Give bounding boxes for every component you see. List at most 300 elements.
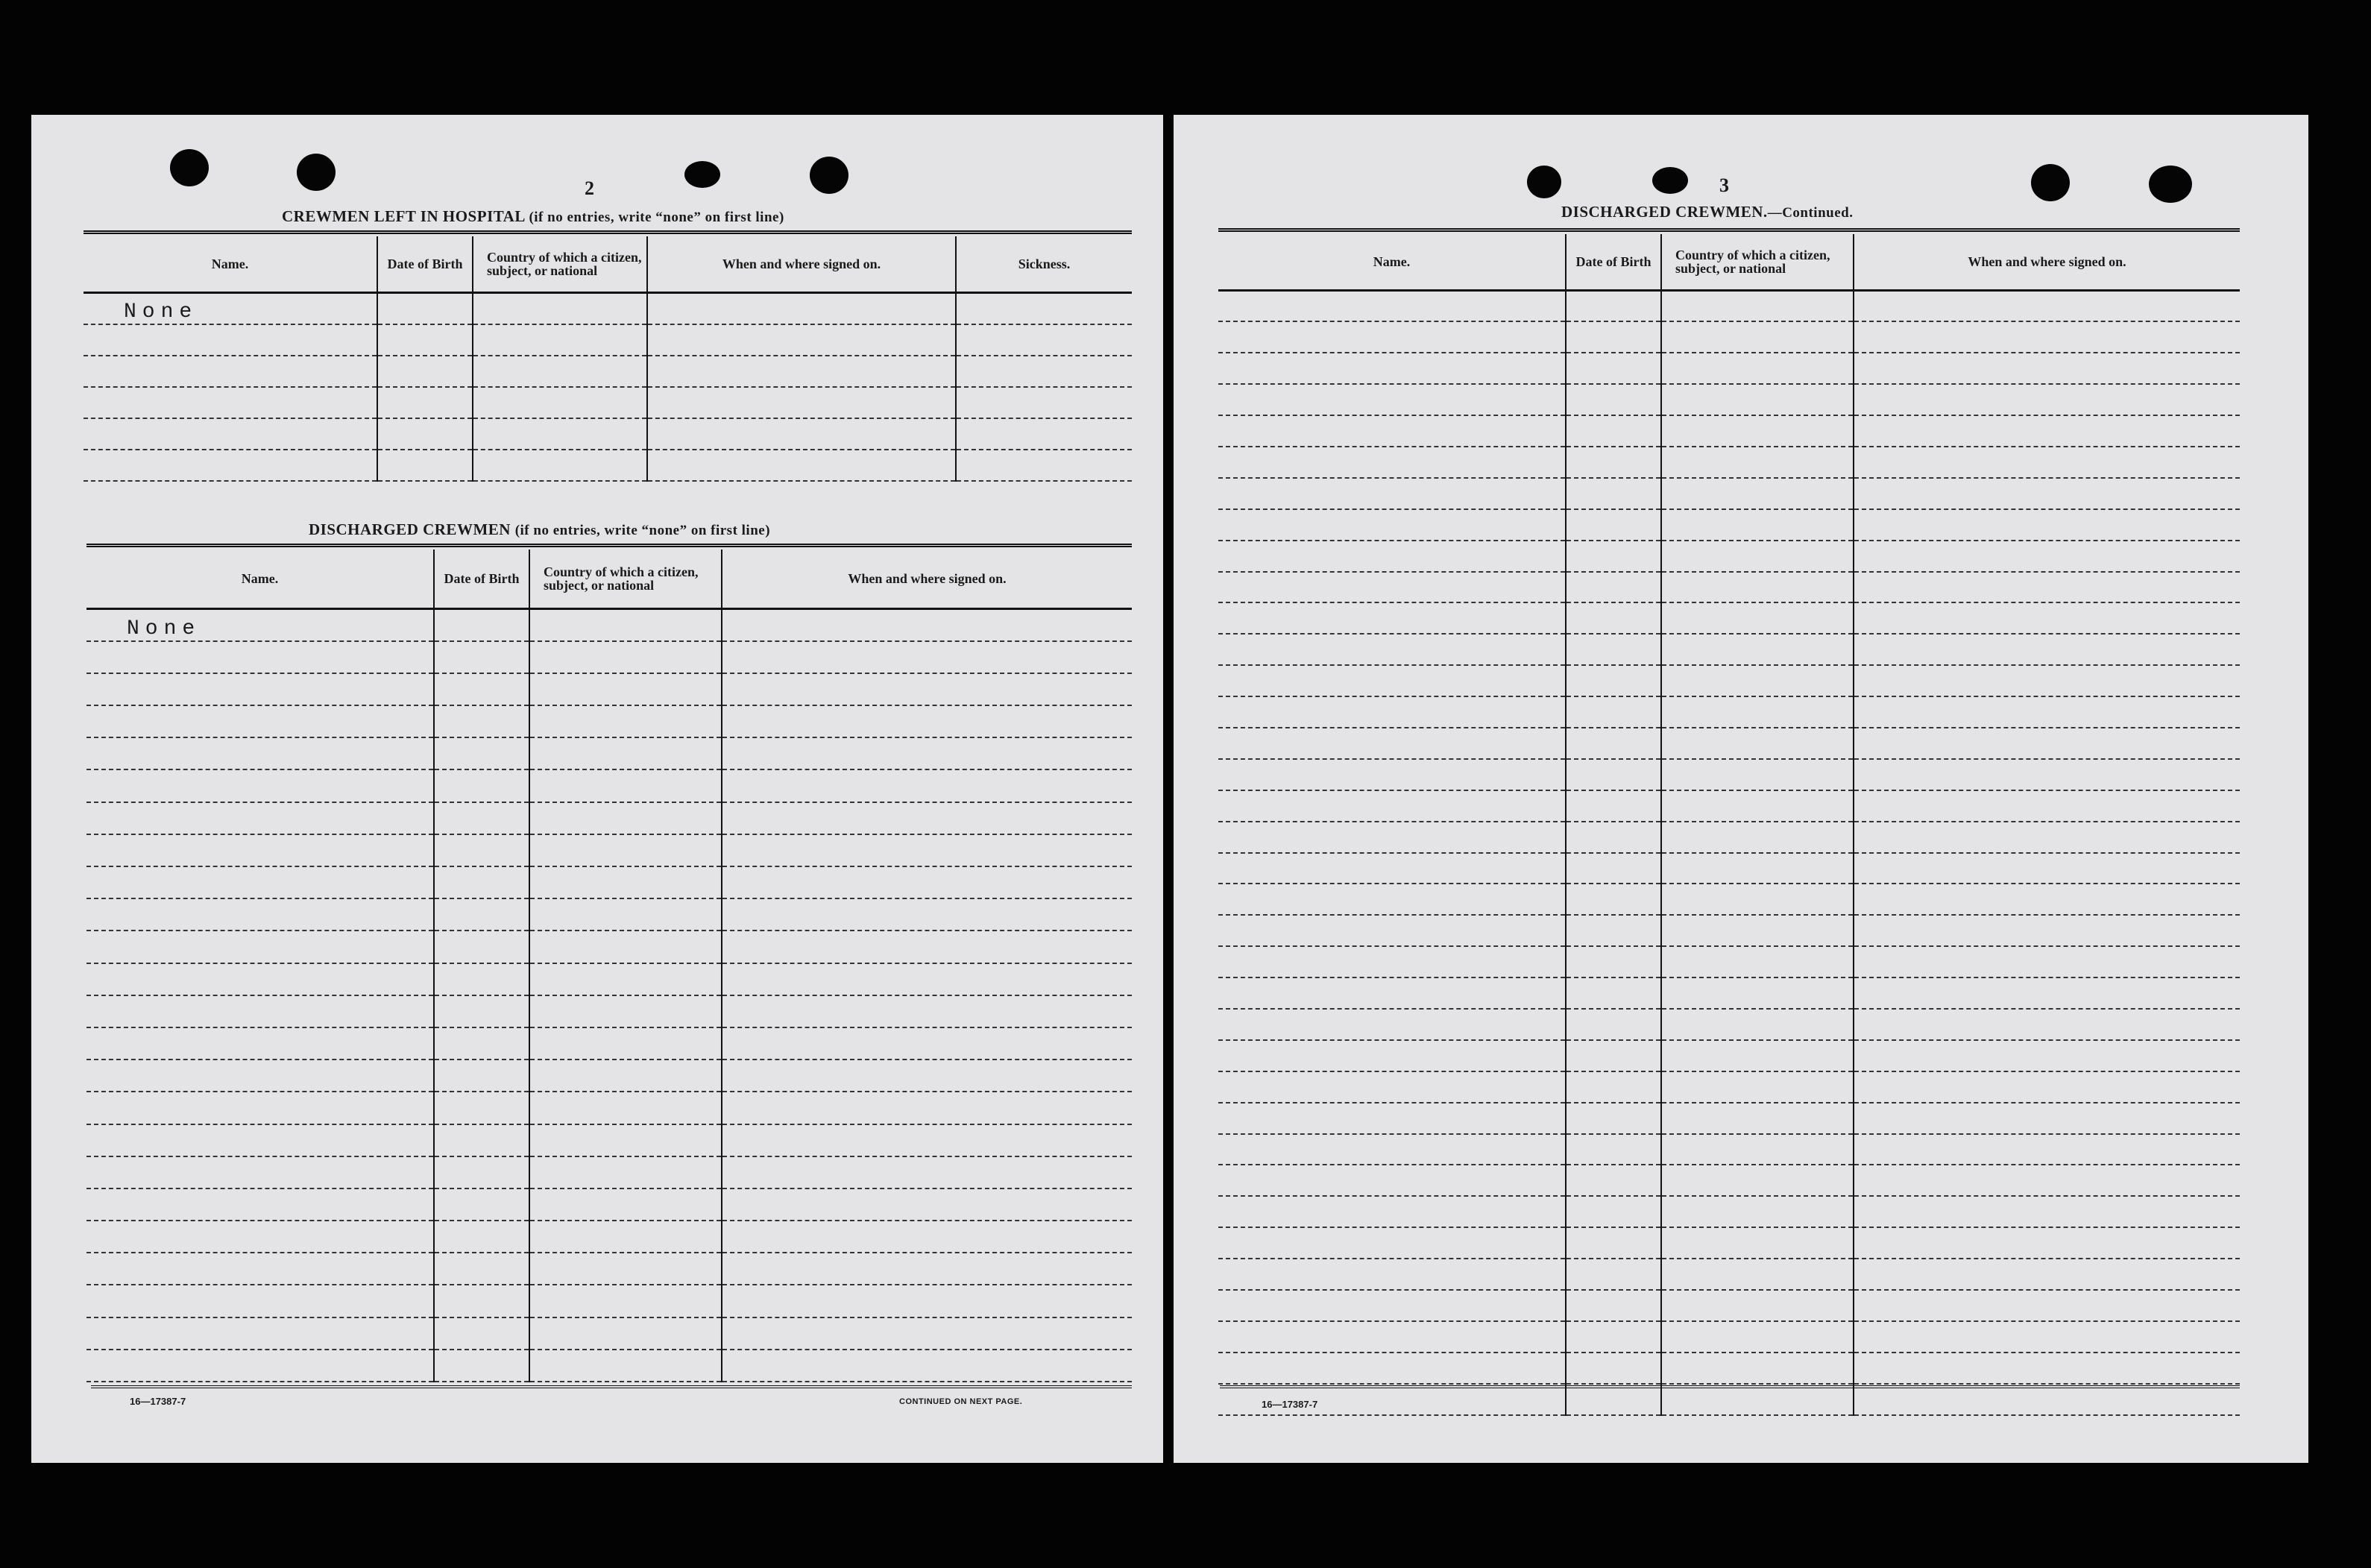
- table-row: [1218, 291, 2240, 322]
- table-cell: [1854, 291, 2240, 322]
- page-number: 2: [585, 177, 594, 199]
- table-row: [1218, 478, 2240, 509]
- table-cell: [1566, 541, 1661, 572]
- column-header: When and where signed on.: [722, 550, 1132, 609]
- table-cell: [84, 324, 377, 356]
- table-cell: [1854, 915, 2240, 946]
- table-row: [86, 1059, 1132, 1092]
- table-cell: [473, 324, 647, 356]
- form-table: [84, 236, 1132, 482]
- table-cell: [1661, 1134, 1854, 1165]
- table-cell: [722, 609, 1132, 641]
- table-row: [86, 1253, 1132, 1285]
- table-row: [86, 673, 1132, 705]
- table-row: [1218, 1290, 2240, 1321]
- table-row: [1218, 602, 2240, 634]
- hospital-subtitle-text: (if no entries, write “none” on first line): [529, 210, 784, 225]
- table-cell: [722, 1253, 1132, 1285]
- table-row: [86, 1092, 1132, 1124]
- table-cell: [1566, 1134, 1661, 1165]
- table-cell: [1854, 634, 2240, 665]
- table-cell: [1566, 478, 1661, 509]
- punch-hole: [684, 161, 720, 188]
- table-cell: [1566, 884, 1661, 915]
- table-cell: [647, 450, 956, 481]
- table-cell: [1854, 478, 2240, 509]
- table-cell: [1854, 1134, 2240, 1165]
- table-row: [1218, 572, 2240, 603]
- table-row: [1218, 1134, 2240, 1165]
- table-cell: [1218, 509, 1566, 541]
- table-row: [1218, 1196, 2240, 1227]
- table-cell: [377, 387, 473, 418]
- table-cell: [1661, 353, 1854, 384]
- table-cell: [1566, 321, 1661, 353]
- table-cell: [529, 1124, 722, 1156]
- table-cell: [434, 802, 529, 834]
- table-cell: [1661, 1353, 1854, 1384]
- table-cell: None: [86, 609, 434, 641]
- table-cell: [722, 737, 1132, 769]
- table-cell: [434, 737, 529, 769]
- table-cell: [1218, 291, 1566, 322]
- table-cell: [1661, 790, 1854, 822]
- table-cell: [722, 1027, 1132, 1059]
- continued-note: CONTINUED ON NEXT PAGE.: [899, 1397, 1023, 1406]
- table-cell: [434, 866, 529, 898]
- table-cell: [473, 293, 647, 324]
- table-row: [1218, 634, 2240, 665]
- table-cell: [1566, 790, 1661, 822]
- discharged-subtitle-text: (if no entries, write “none” on first line): [514, 523, 771, 538]
- table-cell: [1566, 1290, 1661, 1321]
- table-cell: [722, 931, 1132, 963]
- table-cell: [1854, 353, 2240, 384]
- table-cell: [1218, 321, 1566, 353]
- table-cell: [1661, 1009, 1854, 1040]
- table-cell: [1218, 353, 1566, 384]
- table-cell: [1218, 728, 1566, 759]
- table-cell: [1218, 1134, 1566, 1165]
- hospital-title-text: CREWMEN LEFT IN HOSPITAL: [282, 207, 525, 225]
- table-cell: [1566, 1009, 1661, 1040]
- table-cell: [1566, 384, 1661, 415]
- table-cell: [434, 1156, 529, 1188]
- table-row: [84, 293, 1132, 324]
- table-cell: [84, 356, 377, 387]
- table-row: [1218, 1259, 2240, 1290]
- table-row: [1218, 790, 2240, 822]
- table-cell: [722, 834, 1132, 866]
- table-cell: [529, 1027, 722, 1059]
- table-cell: [722, 802, 1132, 834]
- table-cell: [529, 1317, 722, 1350]
- table-cell: [529, 963, 722, 995]
- table-row: [86, 834, 1132, 866]
- punch-hole: [170, 149, 209, 186]
- column-header: Country of which a citizen, subject, or national: [1661, 234, 1854, 291]
- table-cell: [473, 450, 647, 481]
- table-row: [86, 898, 1132, 931]
- table-cell: [1661, 509, 1854, 541]
- table-cell: [1854, 853, 2240, 884]
- table-cell: [1218, 884, 1566, 915]
- table-cell: [1218, 1040, 1566, 1071]
- table-cell: [956, 324, 1132, 356]
- column-header: Country of which a citizen, subject, or national: [473, 236, 647, 293]
- table-row: [86, 1317, 1132, 1350]
- table-cell: [722, 1317, 1132, 1350]
- table-cell: [434, 1027, 529, 1059]
- punch-hole: [1652, 167, 1688, 194]
- table-cell: [1218, 384, 1566, 415]
- table-cell: [1854, 696, 2240, 728]
- table-cell: [1854, 447, 2240, 478]
- table-cell: [86, 834, 434, 866]
- table-row: [1218, 1009, 2240, 1040]
- discharged-table: [86, 550, 1132, 1382]
- table-row: [1218, 1103, 2240, 1134]
- table-row: [1218, 759, 2240, 790]
- table-row: [86, 931, 1132, 963]
- table-row: [86, 1027, 1132, 1059]
- table-cell: [1218, 634, 1566, 665]
- table-cell: [1218, 665, 1566, 696]
- table-cell: [473, 387, 647, 418]
- table-cell: [1218, 1196, 1566, 1227]
- table-cell: [1854, 665, 2240, 696]
- table-cell: [1661, 1165, 1854, 1196]
- table-cell: [377, 450, 473, 481]
- table-cell: [722, 705, 1132, 737]
- discharged-continued-title-text: DISCHARGED CREWMEN.: [1561, 203, 1768, 221]
- table-cell: [1566, 915, 1661, 946]
- table-cell: [1854, 415, 2240, 447]
- table-cell: [434, 641, 529, 673]
- table-cell: [1854, 1321, 2240, 1353]
- table-cell: [1218, 1353, 1566, 1384]
- table-cell: [1661, 1071, 1854, 1103]
- table-cell: [1566, 1321, 1661, 1353]
- table-row: [1218, 696, 2240, 728]
- table-cell: [722, 1059, 1132, 1092]
- table-cell: [1566, 602, 1661, 634]
- hospital-table: [84, 236, 1132, 482]
- table-cell: [1218, 696, 1566, 728]
- table-cell: [434, 1317, 529, 1350]
- table-row: [84, 450, 1132, 481]
- column-header: When and where signed on.: [1854, 234, 2240, 291]
- table-cell: [1566, 1259, 1661, 1290]
- table-cell: [1218, 1290, 1566, 1321]
- table-cell: [722, 1092, 1132, 1124]
- punch-hole: [1527, 166, 1561, 198]
- table-cell: [1218, 1259, 1566, 1290]
- table-cell: [1661, 822, 1854, 853]
- table-cell: [1661, 634, 1854, 665]
- table-cell: [1854, 1071, 2240, 1103]
- table-cell: [1566, 1353, 1661, 1384]
- table-cell: [1661, 696, 1854, 728]
- table-cell: [1661, 572, 1854, 603]
- table-row: [86, 705, 1132, 737]
- table-row: [1218, 541, 2240, 572]
- table-cell: [1218, 1321, 1566, 1353]
- table-cell: [1661, 415, 1854, 447]
- table-cell: [1661, 1196, 1854, 1227]
- table-row: [1218, 665, 2240, 696]
- table-cell: [1661, 321, 1854, 353]
- table-cell: [434, 769, 529, 802]
- table-cell: [529, 1156, 722, 1188]
- table-cell: [1218, 853, 1566, 884]
- punch-hole: [297, 154, 336, 191]
- table-cell: [1661, 447, 1854, 478]
- table-cell: [1218, 415, 1566, 447]
- table-cell: [1661, 1227, 1854, 1259]
- table-cell: [1566, 759, 1661, 790]
- table-cell: [647, 387, 956, 418]
- table-cell: [377, 293, 473, 324]
- table-row: [1218, 1227, 2240, 1259]
- table-row: [1218, 915, 2240, 946]
- table-row: [1218, 447, 2240, 478]
- table-cell: [529, 1221, 722, 1253]
- table-row: [86, 995, 1132, 1027]
- table-cell: [956, 293, 1132, 324]
- table-cell: [722, 1188, 1132, 1221]
- table-cell: [434, 963, 529, 995]
- table-cell: [1218, 946, 1566, 977]
- table-row: [86, 769, 1132, 802]
- table-cell: [529, 641, 722, 673]
- table-cell: [377, 356, 473, 387]
- table-cell: [1854, 728, 2240, 759]
- table-cell: [1661, 853, 1854, 884]
- table-row: [86, 963, 1132, 995]
- table-cell: [1218, 572, 1566, 603]
- table-cell: [1661, 1290, 1854, 1321]
- table-cell: [86, 866, 434, 898]
- table-cell: [84, 387, 377, 418]
- table-cell: [86, 995, 434, 1027]
- table-row: [1218, 384, 2240, 415]
- table-cell: [86, 1221, 434, 1253]
- table-cell: [1854, 790, 2240, 822]
- discharged-continued-table: [1218, 234, 2240, 1416]
- table-cell: [1661, 384, 1854, 415]
- table-cell: [529, 609, 722, 641]
- table-cell: [434, 1059, 529, 1092]
- form-code: 16—17387-7: [1262, 1399, 1318, 1410]
- table-cell: [1218, 1103, 1566, 1134]
- table-cell: [434, 1092, 529, 1124]
- table-cell: [1566, 853, 1661, 884]
- table-cell: [1218, 447, 1566, 478]
- section-rule: [86, 544, 1132, 547]
- table-cell: [86, 705, 434, 737]
- table-cell: [86, 641, 434, 673]
- table-cell: [86, 1027, 434, 1059]
- table-cell: [86, 1124, 434, 1156]
- table-row: [1218, 977, 2240, 1009]
- table-cell: [434, 609, 529, 641]
- table-row: [1218, 1321, 2240, 1353]
- table-cell: [1566, 1071, 1661, 1103]
- table-cell: [722, 641, 1132, 673]
- table-cell: [1218, 1227, 1566, 1259]
- table-row: [86, 1124, 1132, 1156]
- table-cell: [86, 1092, 434, 1124]
- table-cell: [1854, 509, 2240, 541]
- table-row: [1218, 415, 2240, 447]
- table-cell: [1854, 884, 2240, 915]
- table-cell: [722, 898, 1132, 931]
- table-cell: [1218, 915, 1566, 946]
- table-cell: [1854, 1227, 2240, 1259]
- table-row: [86, 1156, 1132, 1188]
- table-cell: [1566, 291, 1661, 322]
- table-cell: [1661, 728, 1854, 759]
- table-cell: [86, 1285, 434, 1317]
- table-cell: [434, 673, 529, 705]
- table-cell: [1218, 1165, 1566, 1196]
- table-cell: [529, 673, 722, 705]
- table-cell: [529, 1285, 722, 1317]
- table-cell: [1854, 977, 2240, 1009]
- table-cell: [1218, 977, 1566, 1009]
- table-cell: [434, 834, 529, 866]
- table-row: [1218, 509, 2240, 541]
- table-cell: None: [84, 293, 377, 324]
- table-cell: [434, 1285, 529, 1317]
- table-cell: [434, 705, 529, 737]
- table-cell: [1661, 665, 1854, 696]
- table-row: [84, 418, 1132, 450]
- table-cell: [86, 737, 434, 769]
- table-row: [86, 866, 1132, 898]
- table-row: [1218, 884, 2240, 915]
- column-header: When and where signed on.: [647, 236, 956, 293]
- table-cell: [1566, 977, 1661, 1009]
- table-cell: [647, 293, 956, 324]
- section-rule: [1218, 228, 2240, 232]
- table-cell: [1854, 1009, 2240, 1040]
- table-cell: [1854, 384, 2240, 415]
- table-row: [1218, 728, 2240, 759]
- table-cell: [1661, 1040, 1854, 1071]
- discharged-section-title: [309, 520, 770, 539]
- table-cell: [86, 673, 434, 705]
- table-cell: [86, 898, 434, 931]
- table-row: [86, 1285, 1132, 1317]
- table-cell: [1566, 353, 1661, 384]
- table-cell: [529, 866, 722, 898]
- table-cell: [86, 1253, 434, 1285]
- column-header: Name.: [86, 550, 434, 609]
- punch-hole: [2149, 166, 2192, 203]
- table-cell: [1854, 1103, 2240, 1134]
- table-cell: [1218, 759, 1566, 790]
- discharged-title-text: DISCHARGED CREWMEN: [309, 520, 511, 538]
- table-cell: [1566, 822, 1661, 853]
- table-cell: [1566, 665, 1661, 696]
- table-cell: [1566, 946, 1661, 977]
- table-cell: [1661, 759, 1854, 790]
- column-header: Name.: [1218, 234, 1566, 291]
- table-cell: [722, 769, 1132, 802]
- table-row: [86, 802, 1132, 834]
- column-header: Country of which a citizen, subject, or national: [529, 550, 722, 609]
- table-row: [86, 609, 1132, 641]
- table-cell: [1661, 946, 1854, 977]
- table-cell: [1566, 1227, 1661, 1259]
- hospital-section-title: [282, 207, 784, 226]
- table-cell: [529, 898, 722, 931]
- table-cell: [1218, 822, 1566, 853]
- table-cell: [1218, 1071, 1566, 1103]
- section-rule: [84, 230, 1132, 234]
- column-header: Date of Birth: [1566, 234, 1661, 291]
- table-cell: [434, 931, 529, 963]
- table-cell: [1566, 447, 1661, 478]
- table-row: [1218, 822, 2240, 853]
- table-cell: [377, 324, 473, 356]
- table-cell: [1854, 1290, 2240, 1321]
- table-cell: [1566, 1165, 1661, 1196]
- table-cell: [1566, 572, 1661, 603]
- table-cell: [1661, 602, 1854, 634]
- table-cell: [434, 1124, 529, 1156]
- table-cell: [529, 705, 722, 737]
- table-cell: [529, 802, 722, 834]
- table-cell: [434, 995, 529, 1027]
- table-cell: [529, 1188, 722, 1221]
- table-row: [1218, 321, 2240, 353]
- table-cell: [84, 450, 377, 481]
- table-cell: [529, 769, 722, 802]
- discharged-continued-subtitle-text: —Continued.: [1767, 205, 1854, 221]
- table-cell: [1854, 321, 2240, 353]
- table-cell: [86, 1350, 434, 1382]
- table-row: [86, 1188, 1132, 1221]
- form-table: [1218, 234, 2240, 1416]
- table-row: [1218, 1040, 2240, 1071]
- table-cell: [86, 1059, 434, 1092]
- table-cell: [1854, 1259, 2240, 1290]
- table-cell: [1566, 1196, 1661, 1227]
- table-cell: [86, 802, 434, 834]
- table-cell: [722, 1124, 1132, 1156]
- table-cell: [956, 418, 1132, 450]
- table-row: [86, 1350, 1132, 1382]
- bottom-rule: [1220, 1385, 2240, 1388]
- table-row: [86, 641, 1132, 673]
- table-cell: [1661, 915, 1854, 946]
- table-cell: [722, 1221, 1132, 1253]
- table-cell: [434, 1253, 529, 1285]
- table-cell: [86, 931, 434, 963]
- table-cell: [722, 995, 1132, 1027]
- table-cell: [1854, 541, 2240, 572]
- form-table: [86, 550, 1132, 1382]
- table-row: [1218, 1165, 2240, 1196]
- discharged-continued-title: [1561, 203, 1853, 221]
- table-cell: [1661, 1259, 1854, 1290]
- table-cell: [529, 737, 722, 769]
- table-cell: [1854, 822, 2240, 853]
- table-cell: [956, 356, 1132, 387]
